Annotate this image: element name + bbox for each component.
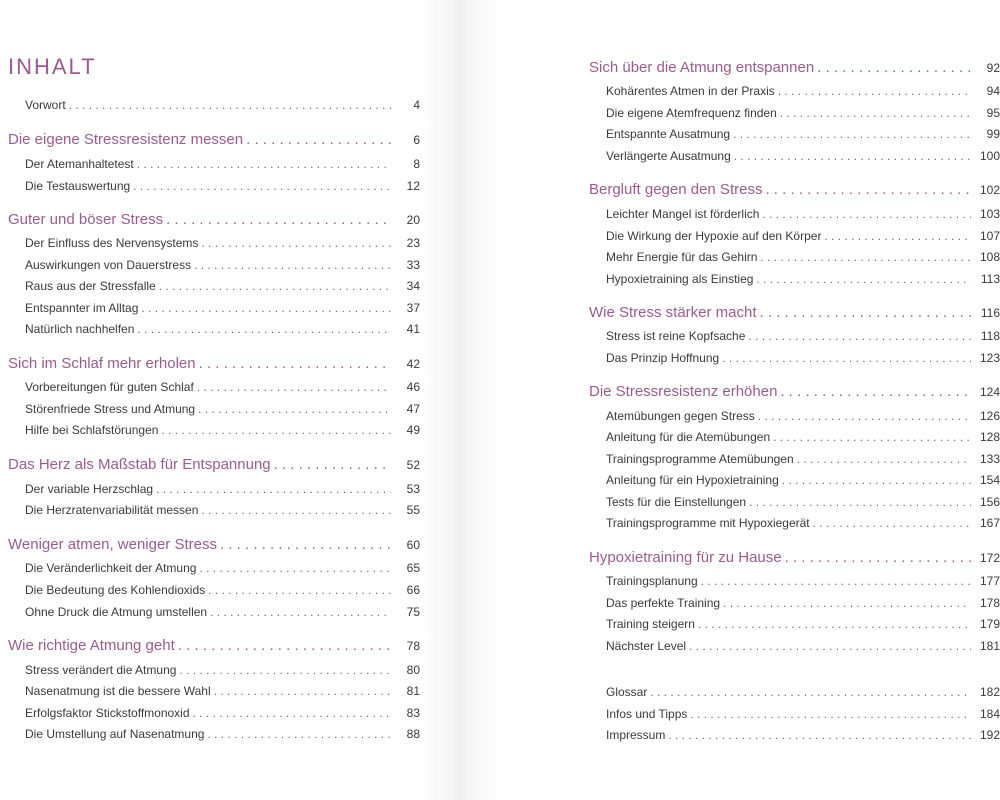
dot-leader — [758, 409, 971, 423]
section-title: Infos und Tipps — [606, 707, 688, 721]
chapter-title: Das Herz als Maßstab für Entspannung — [8, 456, 271, 473]
dot-leader — [208, 583, 391, 597]
chapter-title: Hypoxietraining für zu Hause — [589, 549, 782, 566]
dot-leader — [179, 663, 391, 677]
section-title: Verlängerte Ausatmung — [606, 149, 731, 163]
page-number: 55 — [406, 503, 420, 517]
page-number: 81 — [406, 684, 420, 698]
dot-leader — [161, 423, 391, 437]
section-title: Das perfekte Training — [606, 596, 721, 610]
page-number: 80 — [406, 663, 420, 677]
toc-chapter-entry — [8, 355, 420, 372]
page-number: 60 — [406, 538, 420, 552]
toc-chapter-entry — [8, 456, 420, 473]
section-title: Leichter Mangel ist förderlich — [606, 207, 760, 221]
section-title: Entspannter im Alltag — [25, 301, 139, 315]
dot-leader — [782, 473, 971, 487]
toc-section-entry — [25, 583, 420, 597]
page-number: 167 — [979, 516, 1000, 530]
dot-leader — [178, 637, 391, 654]
section-title: Anleitung für die Atemübungen — [606, 430, 771, 444]
section-title: Trainingsplanung — [606, 574, 698, 588]
dot-leader — [156, 482, 391, 496]
dot-leader — [749, 495, 971, 509]
section-title: Kohärentes Atmen in der Praxis — [606, 84, 775, 98]
section-title: Die Umstellung auf Nasenatmung — [25, 727, 205, 741]
toc-section-entry — [25, 380, 420, 394]
dot-leader — [785, 549, 971, 566]
dot-leader — [748, 329, 971, 343]
section-title: Die eigene Atemfrequenz finden — [606, 106, 777, 120]
toc-section-entry — [606, 430, 1000, 444]
section-title: Der variable Herzschlag — [25, 482, 154, 496]
page-number: 66 — [406, 583, 420, 597]
toc-section-entry — [25, 561, 420, 575]
page-number: 99 — [986, 127, 1000, 141]
dot-leader — [137, 157, 391, 171]
dot-leader — [246, 131, 391, 148]
page-number: 75 — [406, 605, 420, 619]
section-title: Vorbereitungen für guten Schlaf — [25, 380, 194, 394]
page-number: 181 — [979, 639, 1000, 653]
section-title: Der Einfluss des Nervensystems — [25, 236, 199, 250]
toc-section-entry — [25, 423, 420, 437]
toc-section-entry — [606, 84, 1000, 98]
section-title: Nächster Level — [606, 639, 687, 653]
section-title: Trainingsprogramme mit Hypoxiegerät — [606, 516, 810, 530]
toc-section-entry — [25, 157, 420, 171]
section-title: Stress verändert die Atmung — [25, 663, 177, 677]
page-number: 47 — [406, 402, 420, 416]
toc-section-entry — [25, 322, 420, 336]
page-number: 192 — [979, 728, 1000, 742]
page-number: 172 — [979, 551, 1000, 565]
dot-leader — [193, 706, 391, 720]
page-number: 6 — [413, 133, 420, 147]
toc-title: INHALT — [8, 54, 97, 79]
dot-leader — [689, 639, 971, 653]
page-number: 83 — [406, 706, 420, 720]
section-title: Erfolgsfaktor Stickstoffmonoxid — [25, 706, 190, 720]
dot-leader — [207, 727, 391, 741]
page-number: 177 — [979, 574, 1000, 588]
dot-leader — [760, 304, 971, 321]
dot-leader — [194, 258, 391, 272]
section-title: Atemübungen gegen Stress — [606, 409, 755, 423]
section-title: Die Wirkung der Hypoxie auf den Körper — [606, 229, 822, 243]
dot-leader — [214, 684, 391, 698]
section-title: Die Bedeutung des Kohlendioxids — [25, 583, 206, 597]
toc-section-entry — [25, 236, 420, 250]
toc-section-entry — [606, 250, 1000, 264]
section-title: Glossar — [606, 685, 648, 699]
dot-leader — [778, 84, 971, 98]
dot-leader — [733, 127, 971, 141]
page-number: 12 — [406, 179, 420, 193]
page-number: 92 — [986, 61, 1000, 75]
page-number: 49 — [406, 423, 420, 437]
toc-chapter-entry — [8, 637, 420, 654]
dot-leader — [650, 685, 971, 699]
toc-chapter-entry — [589, 383, 1000, 400]
toc-section-entry — [25, 482, 420, 496]
chapter-title: Weniger atmen, weniger Stress — [8, 536, 217, 553]
toc-section-entry — [25, 179, 420, 193]
section-title: Hilfe bei Schlafstörungen — [25, 423, 159, 437]
chapter-title: Bergluft gegen den Stress — [589, 181, 763, 198]
toc-section-entry — [606, 329, 1000, 343]
dot-leader — [756, 272, 971, 286]
page-number: 94 — [986, 84, 1000, 98]
page-number: 182 — [979, 685, 1000, 699]
section-title: Anleitung für ein Hypoxietraining — [606, 473, 779, 487]
section-title: Störenfriede Stress und Atmung — [25, 402, 196, 416]
section-title: Hypoxietraining als Einstieg — [606, 272, 754, 286]
page-number: 179 — [979, 617, 1000, 631]
section-title: Die Veränderlichkeit der Atmung — [25, 561, 197, 575]
dot-leader — [69, 98, 391, 112]
toc-section-entry — [25, 727, 420, 741]
chapter-title: Sich im Schlaf mehr erholen — [8, 355, 196, 372]
toc-section-entry — [606, 409, 1000, 423]
toc-section-entry — [606, 707, 1000, 721]
page-number: 42 — [406, 357, 420, 371]
section-title: Impressum — [606, 728, 666, 742]
toc-section-entry — [25, 684, 420, 698]
section-title: Der Atemanhaltetest — [25, 157, 134, 171]
dot-leader — [723, 596, 971, 610]
page-number: 103 — [979, 207, 1000, 221]
chapter-title: Guter und böser Stress — [8, 211, 164, 228]
page-number: 154 — [979, 473, 1000, 487]
toc-section-entry — [606, 596, 1000, 610]
toc-section-entry — [25, 503, 420, 517]
dot-leader — [762, 207, 971, 221]
page-number: 95 — [986, 106, 1000, 120]
chapter-title: Wie richtige Atmung geht — [8, 637, 175, 654]
toc-section-entry — [25, 258, 420, 272]
dot-leader — [690, 707, 971, 721]
toc-chapter-entry — [589, 59, 1000, 76]
dot-leader — [698, 617, 971, 631]
section-title: Trainingsprogramme Atemübungen — [606, 452, 794, 466]
toc-section-entry — [25, 706, 420, 720]
chapter-title: Die Stressresistenz erhöhen — [589, 383, 778, 400]
toc-section-entry — [606, 617, 1000, 631]
page-number: 88 — [406, 727, 420, 741]
dot-leader — [274, 456, 391, 473]
section-title: Mehr Energie für das Gehirn — [606, 250, 758, 264]
toc-section-entry — [606, 516, 1000, 530]
toc-section-entry — [606, 272, 1000, 286]
page-number: 100 — [979, 149, 1000, 163]
page-number: 116 — [980, 306, 1000, 320]
page-number: 108 — [979, 250, 1000, 264]
toc-chapter-entry — [589, 304, 1000, 321]
dot-leader — [220, 536, 391, 553]
page-number: 126 — [979, 409, 1000, 423]
dot-leader — [141, 301, 391, 315]
dot-leader — [780, 383, 971, 400]
section-title: Vorwort — [25, 98, 66, 112]
dot-leader — [197, 380, 391, 394]
dot-leader — [210, 605, 391, 619]
page-number: 107 — [979, 229, 1000, 243]
dot-leader — [133, 179, 391, 193]
page-number: 78 — [406, 639, 420, 653]
page-number: 33 — [406, 258, 420, 272]
page-number: 113 — [980, 272, 1000, 286]
page-number: 8 — [413, 157, 420, 171]
toc-right-page — [500, 0, 1000, 800]
dot-leader — [199, 355, 391, 372]
page-number: 123 — [979, 351, 1000, 365]
toc-chapter-entry — [8, 211, 420, 228]
toc-section-entry — [25, 402, 420, 416]
toc-chapter-entry — [8, 131, 420, 148]
toc-chapter-entry — [589, 549, 1000, 566]
toc-section-entry — [25, 301, 420, 315]
section-title: Tests für die Einstellungen — [606, 495, 747, 509]
page-number: 53 — [406, 482, 420, 496]
toc-section-entry — [606, 127, 1000, 141]
dot-leader — [780, 106, 971, 120]
toc-section-entry — [606, 685, 1000, 699]
page-number: 37 — [406, 301, 420, 315]
section-title: Das Prinzip Hoffnung — [606, 351, 720, 365]
page-number: 4 — [413, 98, 420, 112]
dot-leader — [817, 59, 971, 76]
toc-chapter-entry — [589, 181, 1000, 198]
toc-section-entry — [606, 639, 1000, 653]
page-number: 133 — [979, 452, 1000, 466]
toc-section-entry — [25, 663, 420, 677]
dot-leader — [773, 430, 971, 444]
section-title: Die Herzratenvariabilität messen — [25, 503, 199, 517]
page-number: 34 — [406, 279, 420, 293]
toc-section-entry — [606, 473, 1000, 487]
dot-leader — [813, 516, 971, 530]
toc-section-entry — [606, 351, 1000, 365]
toc-section-entry — [606, 495, 1000, 509]
dot-leader — [137, 322, 391, 336]
dot-leader — [722, 351, 971, 365]
page-number: 20 — [406, 213, 420, 227]
dot-leader — [198, 402, 391, 416]
section-title: Ohne Druck die Atmung umstellen — [25, 605, 208, 619]
page-number: 41 — [406, 322, 420, 336]
toc-section-entry — [606, 728, 1000, 742]
section-title: Die Testauswertung — [25, 179, 131, 193]
page-number: 102 — [979, 183, 1000, 197]
toc-section-entry — [606, 149, 1000, 163]
page-number: 65 — [406, 561, 420, 575]
dot-leader — [701, 574, 971, 588]
dot-leader — [734, 149, 971, 163]
page-number: 128 — [979, 430, 1000, 444]
dot-leader — [201, 503, 391, 517]
toc-section-entry — [606, 229, 1000, 243]
section-title: Nasenatmung ist die bessere Wahl — [25, 684, 211, 698]
page-number: 178 — [979, 596, 1000, 610]
dot-leader — [166, 211, 391, 228]
dot-leader — [760, 250, 971, 264]
dot-leader — [797, 452, 971, 466]
toc-section-entry — [606, 574, 1000, 588]
page-number: 156 — [979, 495, 1000, 509]
toc-chapter-entry — [8, 536, 420, 553]
chapter-title: Wie Stress stärker macht — [589, 304, 757, 321]
section-title: Stress ist reine Kopfsache — [606, 329, 746, 343]
page-number: 118 — [980, 329, 1000, 343]
page-number: 124 — [979, 385, 1000, 399]
page-number: 184 — [979, 707, 1000, 721]
toc-section-entry — [25, 605, 420, 619]
toc-section-entry — [606, 452, 1000, 466]
chapter-title: Sich über die Atmung entspannen — [589, 59, 815, 76]
section-title: Training steigern — [606, 617, 695, 631]
page-number: 52 — [406, 458, 420, 472]
toc-section-entry — [606, 106, 1000, 120]
dot-leader — [199, 561, 391, 575]
chapter-title: Die eigene Stressresistenz messen — [8, 131, 244, 148]
section-title: Entspannte Ausatmung — [606, 127, 731, 141]
page-number: 46 — [406, 380, 420, 394]
section-title: Raus aus der Stressfalle — [25, 279, 156, 293]
dot-leader — [824, 229, 971, 243]
toc-section-entry — [606, 207, 1000, 221]
dot-leader — [201, 236, 391, 250]
toc-section-entry — [25, 279, 420, 293]
toc-section-entry — [25, 98, 420, 112]
dot-leader — [765, 181, 971, 198]
page-number: 23 — [406, 236, 420, 250]
section-title: Auswirkungen von Dauerstress — [25, 258, 192, 272]
dot-leader — [668, 728, 971, 742]
section-title: Natürlich nachhelfen — [25, 322, 135, 336]
dot-leader — [159, 279, 391, 293]
